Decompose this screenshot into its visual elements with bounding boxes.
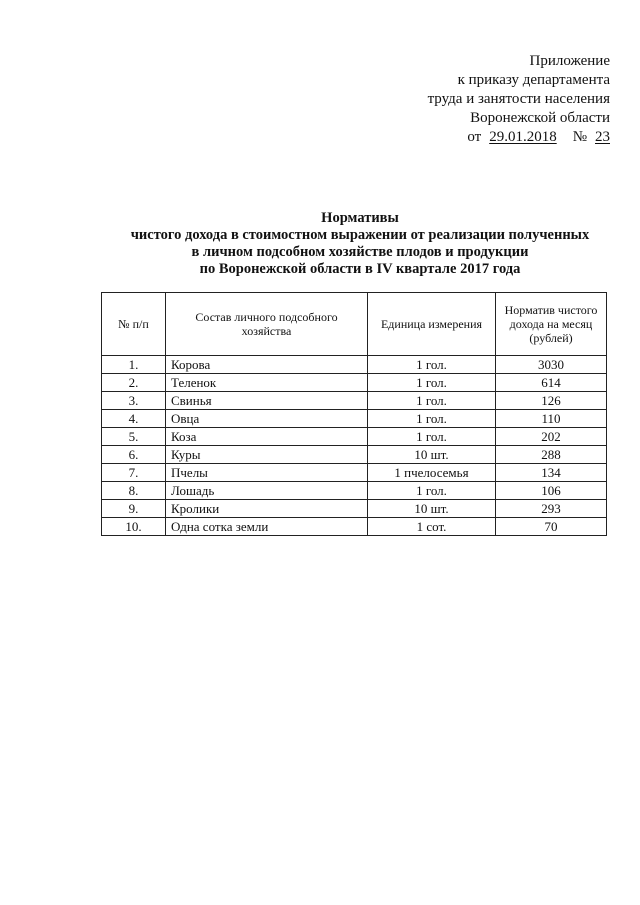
norms-table-wrapper (101, 292, 606, 536)
cell-unit: 1 гол. (368, 356, 496, 374)
cell-num: 8. (102, 482, 166, 500)
table-row (102, 356, 607, 374)
cell-num: 6. (102, 446, 166, 464)
table-row (102, 374, 607, 392)
title-line-2: чистого дохода в стоимостном выражении от реализации полученных (130, 227, 590, 243)
cell-name: Свинья (166, 392, 368, 410)
order-number: 23 (595, 129, 610, 145)
title-line-1: Нормативы (321, 210, 399, 226)
cell-value: 293 (496, 500, 607, 518)
appendix-order-ref: к приказу департамента (457, 72, 610, 88)
cell-num: 4. (102, 410, 166, 428)
cell-name: Коза (166, 428, 368, 446)
cell-value: 126 (496, 392, 607, 410)
cell-unit: 10 шт. (368, 446, 496, 464)
cell-value: 288 (496, 446, 607, 464)
cell-name: Овца (166, 410, 368, 428)
cell-unit: 1 гол. (368, 392, 496, 410)
order-number-label: № (572, 129, 587, 145)
cell-name: Кролики (166, 500, 368, 518)
cell-num: 10. (102, 518, 166, 536)
appendix-region: Воронежской области (470, 110, 610, 126)
order-date: 29.01.2018 (489, 129, 557, 145)
cell-unit: 10 шт. (368, 500, 496, 518)
order-date-number-line (350, 128, 610, 147)
norms-table (101, 292, 607, 536)
order-from-label: от (467, 129, 482, 145)
table-header-row (102, 293, 607, 356)
cell-unit: 1 сот. (368, 518, 496, 536)
appendix-header (350, 52, 610, 147)
cell-name: Теленок (166, 374, 368, 392)
title-line-3: в личном подсобном хозяйстве плодов и продукции (191, 244, 529, 260)
table-row (102, 428, 607, 446)
table-row (102, 392, 607, 410)
cell-num: 5. (102, 428, 166, 446)
table-row (102, 464, 607, 482)
appendix-department: труда и занятости населения (427, 91, 610, 107)
cell-value: 110 (496, 410, 607, 428)
cell-name: Корова (166, 356, 368, 374)
appendix-title: Приложение (529, 53, 610, 69)
table-row (102, 518, 607, 536)
cell-unit: 1 гол. (368, 482, 496, 500)
cell-name: Одна сотка земли (166, 518, 368, 536)
cell-num: 7. (102, 464, 166, 482)
cell-num: 2. (102, 374, 166, 392)
table-row (102, 482, 607, 500)
document-title (60, 210, 640, 278)
title-line-4: по Воронежской области в IV квартале 2017 года (199, 261, 521, 277)
header-norm: Норматив чистого дохода на месяц (рублей) (496, 293, 607, 356)
header-name: Состав личного подсобного хозяйства (166, 293, 368, 356)
table-row (102, 446, 607, 464)
cell-name: Лошадь (166, 482, 368, 500)
cell-num: 3. (102, 392, 166, 410)
cell-name: Пчелы (166, 464, 368, 482)
cell-unit: 1 гол. (368, 410, 496, 428)
cell-num: 9. (102, 500, 166, 518)
header-num: № п/п (102, 293, 166, 356)
cell-value: 3030 (496, 356, 607, 374)
cell-unit: 1 пчелосемья (368, 464, 496, 482)
cell-value: 70 (496, 518, 607, 536)
header-unit: Единица измерения (368, 293, 496, 356)
table-row (102, 500, 607, 518)
cell-value: 106 (496, 482, 607, 500)
cell-name: Куры (166, 446, 368, 464)
cell-value: 202 (496, 428, 607, 446)
cell-value: 134 (496, 464, 607, 482)
cell-num: 1. (102, 356, 166, 374)
cell-unit: 1 гол. (368, 428, 496, 446)
cell-unit: 1 гол. (368, 374, 496, 392)
cell-value: 614 (496, 374, 607, 392)
table-row (102, 410, 607, 428)
